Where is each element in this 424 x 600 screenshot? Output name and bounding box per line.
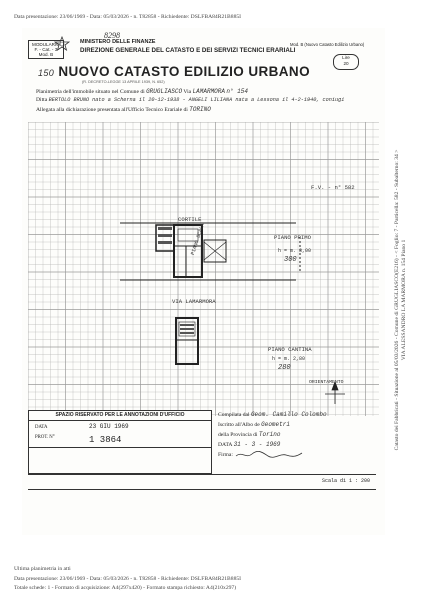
provincia-value: Torino [258, 431, 281, 438]
piano-scala-label: PIANO SCALA [190, 222, 206, 256]
catasto-sheet [22, 28, 385, 535]
firma-label: Firma: [218, 452, 233, 458]
decree-subtitle: (R. DECRETO-LEGGE 13 APRILE 1939, N. 652) [82, 80, 165, 84]
fv-label: F.V. - n° 582 [311, 184, 355, 191]
footer-line1: Ultima planimetria in atti [14, 566, 71, 572]
allegata-label: Allegata alla dichiarazione presentata all'Ufficio Tecnico Erariale di [36, 107, 188, 113]
document-title [38, 64, 310, 79]
provincia-row [218, 430, 376, 440]
scale-row [28, 474, 376, 490]
annotations-data-value: 23 GIU 1969 [89, 423, 129, 430]
annotations-prot-label: PROT. N° [35, 435, 55, 440]
via-value: LAMARMORA [192, 88, 225, 95]
compilata-box [218, 410, 376, 472]
ditta-line [36, 97, 344, 103]
side-text-line1: Catasto dei Fabbricati - Situazione al 05/03/2026 - Comune di GRUGLIASCO(E216) - < Foglio: 7 - Particella: 582 - Subalterno: 34 > [394, 149, 400, 451]
comune-value: GRUGLIASCO [146, 88, 183, 95]
floor-plan-drawing [28, 122, 379, 416]
piano-cantina-label: PIANO CANTINA [268, 346, 312, 353]
lire-stamp [333, 54, 359, 70]
h-primo-label: h = m. 3,00 [278, 248, 312, 254]
annotations-prot-value: 1 3864 [89, 435, 122, 445]
lire-label: Lire [342, 55, 350, 60]
footer-line3: Totale schede: 1 - Formato di acquisizione: A4(297x420) - Formato stampa richiesto: A4(210x297) [14, 585, 237, 591]
title-text: NUOVO CATASTO EDILIZIO URBANO [58, 64, 310, 79]
modello-code: F. - Cat. - 3 Mod. B [34, 47, 58, 57]
h-cantina-handwritten: 280 [278, 364, 291, 372]
footer-line2: Data presentazione: 23/06/1969 - Data: 05/03/2026 - n. T82858 - Richiedente: DSLFBA84R21B885I [14, 576, 242, 582]
compilata-label: Compilata dal [218, 412, 250, 418]
ditta-label: Ditta [36, 97, 48, 103]
cortile-label: CORTILE [178, 216, 202, 223]
annotations-title: SPAZIO RISERVATO PER LE ANNOTAZIONI D'UFFICIO [29, 411, 211, 421]
ministry-name: MINISTERO DELLE FINANZE [80, 39, 156, 45]
via-lamarmora-label: VIA LAMARMORA [172, 298, 216, 305]
civico-value: n° 154 [226, 88, 248, 95]
planimetria-line [36, 88, 248, 95]
handwritten-reference: 8298 [104, 31, 120, 40]
signature-icon [234, 450, 304, 459]
annotations-box [28, 410, 212, 474]
side-text-line2: VIA ALESSANDRO LA MARMORA n. 154 Piano 1 [401, 239, 407, 361]
floor-plan-piano-primo [120, 223, 300, 280]
mod-b-note: Mod. B (Nuovo Catasto Edilizio Urbano) [290, 42, 365, 47]
lire-value: 20 [343, 61, 349, 66]
modello-label: MODULARIO [32, 42, 60, 47]
data-row [218, 440, 376, 450]
firma-row [218, 450, 376, 460]
direzione-name: DIREZIONE GENERALE DEL CATASTO E DEI SERVIZI TECNICI ERARIALI [80, 47, 296, 54]
ditta-value: BERTOLO BRUNO nato a Scherna il 20-12-1938 - ANGELI LILIANA nata a Lessona il 4-2-1940, coniugi [48, 97, 345, 103]
data-label: DATA [218, 442, 233, 448]
header-line: Data presentazione: 23/06/1969 - Data: 05/03/2026 - n. T82858 - Richiedente: DSLFBA84R21B885I [14, 14, 242, 20]
iscritto-label: Iscritto all'Albo de [218, 422, 260, 428]
wall-hatch-lower [180, 324, 194, 334]
albo-row [218, 420, 376, 430]
compilata-row [218, 410, 376, 420]
allegata-line [36, 106, 211, 113]
planimetria-label: Planimetria dell'immobile situato nel Comune di [36, 89, 145, 95]
piano-primo-label: PIANO PRIMO [274, 234, 311, 241]
side-cadastral-text [394, 40, 414, 560]
h-cantina-label: h = m. 2,80 [272, 356, 306, 362]
italian-emblem-icon [54, 36, 70, 53]
data-value: 31 - 3 - 1969 [233, 441, 281, 448]
annotations-data-label: DATA [35, 425, 48, 430]
title-prefix: 150 [38, 68, 55, 78]
provincia-label: della Provincia di [218, 432, 258, 438]
albo-value: Geometri [261, 421, 290, 428]
ufficio-value: TORINO [189, 106, 211, 113]
scale-text: Scala di 1 : 200 [321, 478, 370, 484]
orientamento-label: ORIENTAMENTO [309, 380, 344, 385]
tecnico-value: Geom. Camillo Colombo [250, 411, 327, 418]
h-primo-handwritten: 300 [284, 256, 297, 264]
via-label: Via [183, 89, 192, 95]
